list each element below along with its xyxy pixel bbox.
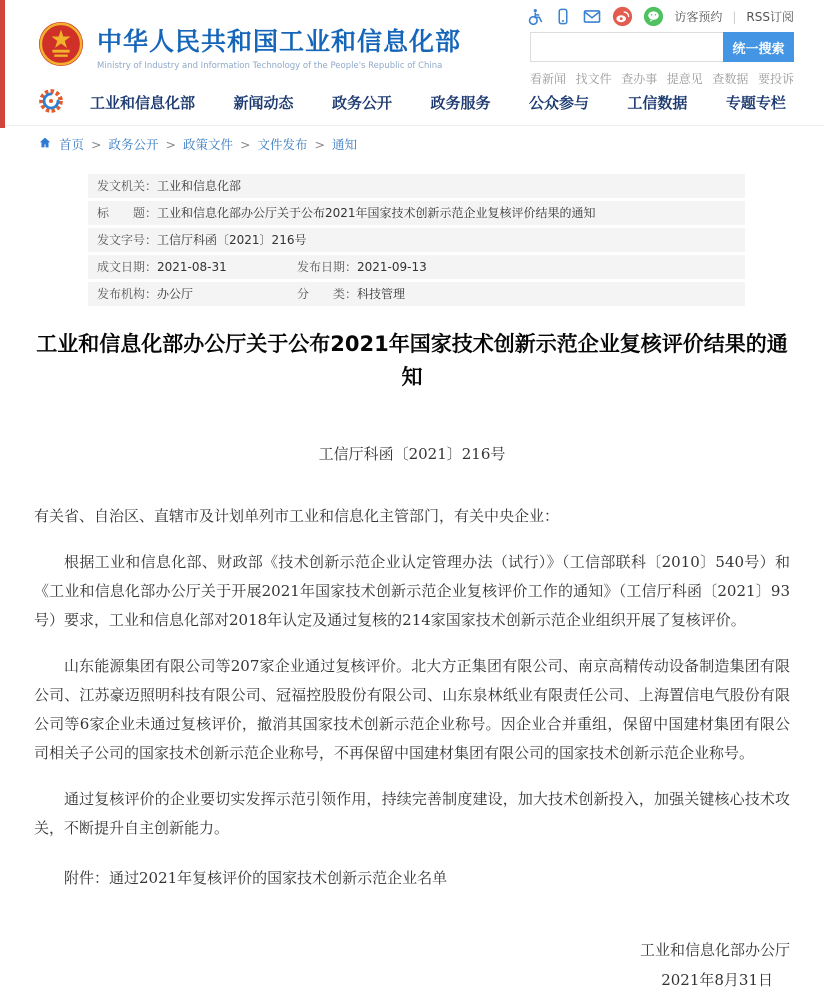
- meta-group-written-date: [97, 259, 297, 275]
- meta-group-publisher: [97, 286, 297, 302]
- accessibility-icon[interactable]: [525, 7, 544, 26]
- quick-link-documents[interactable]: 找文件: [575, 72, 612, 86]
- breadcrumb-notice[interactable]: 通知: [332, 137, 358, 152]
- attachment-line: 附件：通过2021年复核评价的国家技术创新示范企业名单: [64, 869, 448, 888]
- document-content: [0, 174, 824, 995]
- paragraph-basis: 根据工业和信息化部、财政部《技术创新示范企业认定管理办法（试行）》（工信部联科〔2010〕540号）和《工业和信息化部办公厅关于开展2021年国家技术创新示范企业复核评价工作的通知》（工信厅科函〔2021〕93号）要求，工业和信息化部对2018年认定及通过复核的214家国家技术创新示范企业组织开展了复核评价。: [34, 553, 790, 630]
- nav-items: [90, 92, 786, 113]
- site-subtitle-english: Ministry of Industry and Information Technology of the People's Republic of China: [97, 60, 443, 71]
- signer: 工业和信息化部办公厅: [639, 941, 790, 960]
- meta-label: 发布机构：: [97, 287, 158, 301]
- site-header: [0, 0, 824, 86]
- salutation: 有关省、自治区、直辖市及计划单列市工业和信息化主管部门，有关中央企业：: [34, 507, 560, 526]
- breadcrumb-separator: >: [240, 136, 251, 152]
- nav-item-gov-services[interactable]: 政务服务: [430, 94, 491, 112]
- meta-value: 办公厅: [157, 287, 194, 301]
- search-bar: [530, 32, 794, 62]
- breadcrumb-separator: >: [165, 136, 176, 152]
- meta-group-category: [297, 286, 405, 302]
- quick-link-complaints[interactable]: 要投诉: [757, 72, 794, 86]
- meta-label: 发文机关：: [97, 179, 158, 193]
- mobile-icon[interactable]: [554, 7, 572, 26]
- meta-value: 2021-09-13: [357, 260, 427, 274]
- left-accent-strip: [0, 0, 5, 128]
- brand-text: [97, 22, 461, 71]
- breadcrumb-gov-disclosure[interactable]: 政务公开: [108, 137, 159, 152]
- meta-value: 科技管理: [357, 287, 406, 301]
- site-logo[interactable]: [38, 12, 461, 80]
- meta-label: 成文日期：: [97, 260, 158, 274]
- document-number: 工信厅科函〔2021〕216号: [318, 445, 506, 464]
- document-title: 工业和信息化部办公厅关于公布2021年国家技术创新示范企业复核评价结果的通知: [36, 332, 788, 389]
- nav-item-gov-disclosure[interactable]: 政务公开: [331, 94, 392, 112]
- paragraph-results: 山东能源集团有限公司等207家企业通过复核评价。北大方正集团有限公司、南京高精传动设备制造集团有限公司、江苏豪迈照明科技有限公司、冠福控股股份有限公司、山东泉林纸业有限责任公司、上海置信电气股份有限公司等6家企业未通过复核评价，撤消其国家技术创新示范企业称号。因企业合并重组，保留中国建材集团有限公司相关子公司的国家技术创新示范企业称号，不再保留中国建材集团有限公司的国家技术创新示范企业称号。: [34, 657, 790, 763]
- search-input[interactable]: [530, 32, 723, 62]
- nav-item-ministry[interactable]: 工业和信息化部: [90, 94, 196, 112]
- unified-search-button[interactable]: 统一搜索: [723, 32, 794, 62]
- meta-row-doc-number: [88, 228, 745, 252]
- home-icon[interactable]: [38, 136, 52, 152]
- meta-value: 2021-08-31: [157, 260, 227, 274]
- nav-item-public-participation[interactable]: 公众参与: [528, 94, 589, 112]
- national-emblem-icon: [38, 21, 84, 71]
- utility-separator: |: [732, 9, 737, 24]
- breadcrumb-separator: >: [91, 136, 102, 152]
- meta-value: 工业和信息化部: [157, 179, 242, 193]
- breadcrumb-policy-documents[interactable]: 政策文件: [183, 137, 234, 152]
- meta-label: 分 类：: [297, 287, 358, 301]
- nav-item-miit-data[interactable]: 工信数据: [627, 94, 688, 112]
- breadcrumb: [0, 126, 824, 160]
- meta-group-publish-date: [297, 259, 427, 275]
- weibo-icon[interactable]: [612, 6, 633, 27]
- paragraph-requirements: 通过复核评价的企业要切实发挥示范引领作用，持续完善制度建设，加大技术创新投入，加强关键核心技术攻关，不断提升自主创新能力。: [34, 790, 790, 838]
- document-meta-table: [88, 174, 745, 306]
- quick-link-services[interactable]: 查办事: [621, 72, 658, 86]
- breadcrumb-document-release[interactable]: 文件发布: [257, 137, 308, 152]
- header-right: [530, 6, 794, 86]
- wechat-icon[interactable]: [643, 6, 664, 27]
- quick-link-suggestions[interactable]: 提意见: [666, 72, 703, 86]
- quick-link-data[interactable]: 查数据: [712, 72, 749, 86]
- search-quick-links: [530, 70, 794, 87]
- meta-row-title: [88, 201, 745, 225]
- miit-gear-logo-icon[interactable]: [38, 88, 64, 118]
- breadcrumb-home[interactable]: 首页: [59, 137, 85, 152]
- mail-icon[interactable]: [582, 7, 602, 26]
- meta-label: 标 题：: [97, 206, 158, 220]
- meta-value: 工信厅科函〔2021〕216号: [157, 233, 307, 247]
- signature-block: [34, 935, 790, 995]
- site-title: 中华人民共和国工业和信息化部: [97, 26, 462, 56]
- sign-date: 2021年8月31日: [661, 971, 773, 990]
- meta-label: 发文字号：: [97, 233, 158, 247]
- visitor-appointment-link[interactable]: 访客预约: [674, 10, 723, 24]
- quick-link-news[interactable]: 看新闻: [530, 72, 567, 86]
- rss-subscribe-link[interactable]: RSS订阅: [746, 10, 794, 24]
- meta-row-issuing-authority: [88, 174, 745, 198]
- utility-row: [530, 6, 794, 27]
- nav-item-special-topics[interactable]: 专题专栏: [725, 94, 786, 112]
- nav-item-news[interactable]: 新闻动态: [233, 94, 294, 112]
- breadcrumb-separator: >: [314, 136, 325, 152]
- meta-value: 工业和信息化部办公厅关于公布2021年国家技术创新示范企业复核评价结果的通知: [157, 206, 596, 220]
- meta-row-publisher-category: [88, 282, 745, 306]
- meta-label: 发布日期：: [297, 260, 358, 274]
- meta-row-dates: [88, 255, 745, 279]
